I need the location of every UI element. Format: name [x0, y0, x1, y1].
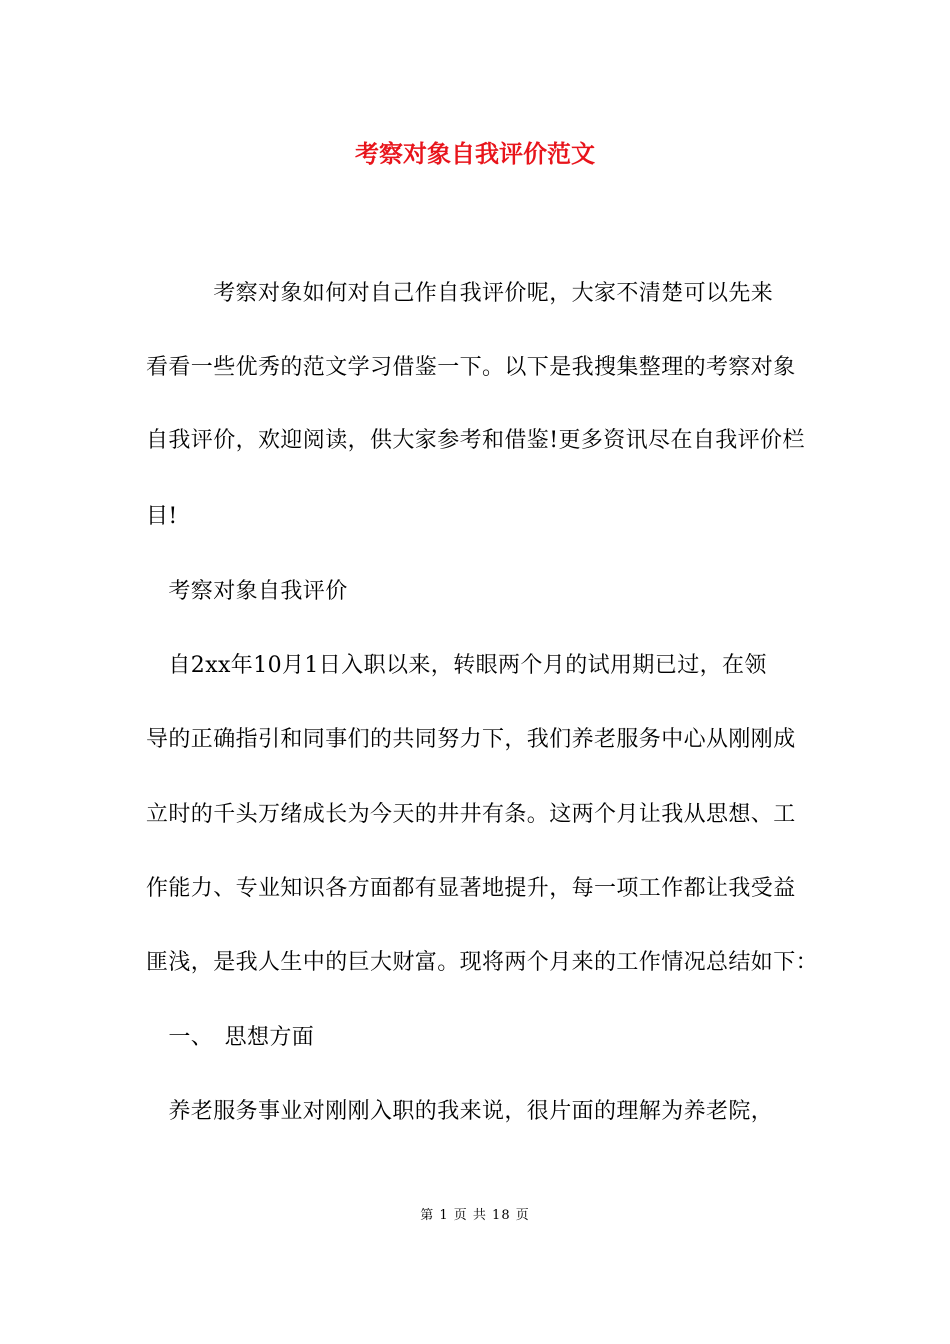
subsection-heading: 一、 思想方面 [146, 1025, 315, 1050]
body-line: 自2xx年10月1日入职以来，转眼两个月的试用期已过，在领 [146, 653, 767, 678]
body-line: 看看一些优秀的范文学习借鉴一下。以下是我搜集整理的考察对象 [146, 355, 796, 380]
body-line: 目! [146, 504, 178, 529]
body-line: 自我评价，欢迎阅读，供大家参考和借鉴!更多资讯尽在自我评价栏 [146, 428, 805, 453]
body-line: 考察对象如何对自己作自我评价呢，大家不清楚可以先来 [146, 281, 774, 306]
body-line: 立时的千头万绪成长为今天的井井有条。这两个月让我从思想、工 [146, 802, 796, 827]
body-line: 导的正确指引和同事们的共同努力下，我们养老服务中心从刚刚成 [146, 727, 796, 752]
page-number: 第 1 页 共 18 页 [420, 1208, 530, 1223]
body-line: 养老服务事业对刚刚入职的我来说，很片面的理解为养老院， [146, 1099, 774, 1124]
body-line: 作能力、专业知识各方面都有显著地提升，每一项工作都让我受益 [146, 876, 796, 901]
document-title: 考察对象自我评价范文 [355, 139, 595, 168]
body-line: 匪浅，是我人生中的巨大财富。现将两个月来的工作情况总结如下： [146, 950, 819, 975]
section-heading: 考察对象自我评价 [146, 579, 348, 604]
